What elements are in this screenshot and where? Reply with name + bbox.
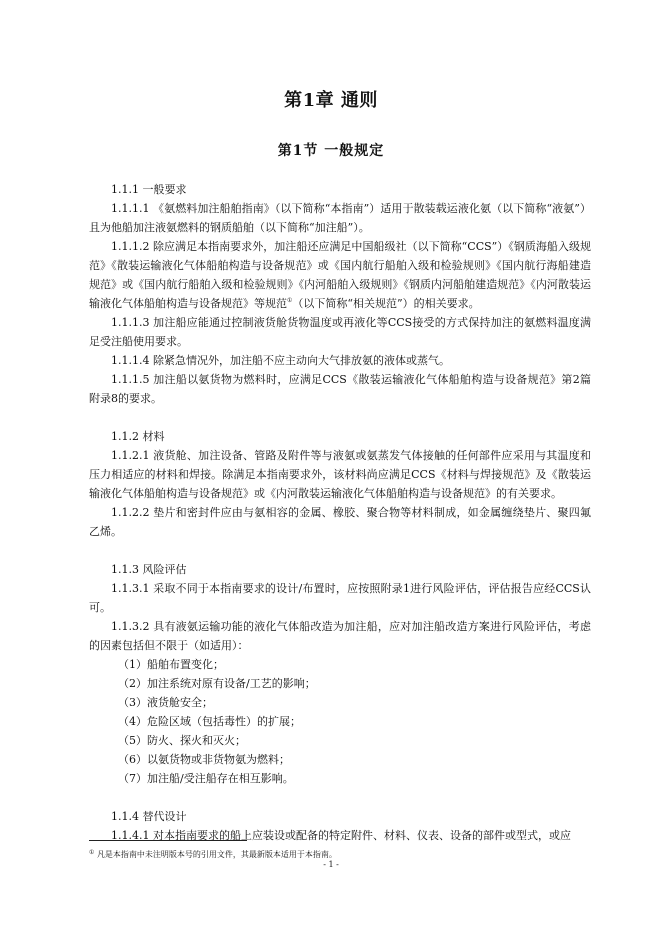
paragraph-1-1-2-1: 1.1.2.1 液货舱、加注设备、管路及附件等与液氨或氨蒸发气体接触的任何部件应采用与其温度和压力相适应的材料和焊接。除满足本指南要求外，该材料尚应满足CCS《材料与焊接规范》及《散装运输液化气体船舶构造与设备规范》或《内河散装运输液化气体船舶构造与设备规范》的有关要求。 (89, 449, 591, 500)
document-body (89, 180, 591, 845)
footnote-text: 凡是本指南中未注明版本号的引用文件，其最新版本适用于本指南。 (96, 850, 337, 859)
list-item: （6）以氨货物或非货物氨为燃料； (118, 753, 290, 766)
page-number: - 1 - (323, 860, 339, 869)
paragraph-1-1-1-3: 1.1.1.3 加注船应能通过控制液货舱货物温度或再液化等CCS接受的方式保持加注的氨燃料温度满足受注船使用要求。 (89, 316, 591, 348)
paragraph-1-1-1-2 (89, 237, 591, 313)
paragraph-1-1-3-1: 1.1.3.1 采取不同于本指南要求的设计/布置时，应按照附录1进行风险评估，评估报告应经CCS认可。 (89, 582, 591, 614)
heading-1-1-4: 1.1.4 替代设计 (111, 810, 187, 823)
paragraph-1-1-3-2: 1.1.3.2 具有液氨运输功能的液化气体船改造为加注船，应对加注船改造方案进行风险评估，考虑的因素包括但不限于（如适用）： (89, 620, 591, 652)
section-title: 第1节 一般规定 (277, 143, 385, 159)
list-item: （3）液货舱安全； (118, 696, 213, 709)
paragraph-1-1-4-1: 1.1.4.1 对本指南要求的船上应装设或配备的特定附件、材料、仪表、设备的部件或型式，或应 (111, 829, 571, 842)
footnote-divider (89, 840, 247, 841)
footnote-reference-mark: ① (287, 297, 293, 304)
paragraph-1-1-1-2-text: 1.1.1.2 除应满足本指南要求外，加注船还应满足中国船级社（以下简称“CCS”）《钢质海船入级规范》《散装运输液化气体船舶构造与设备规范》或《国内航行船舶入级和检验规则》《国内航行海船建造规范》或《国内航行船舶入级和检验规则》《内河船舶入级规则》《钢质内河船舶建造规范》《内河散装运输液化气体船舶构造与设备规范》等规范 (89, 240, 591, 310)
paragraph-1-1-1-2-tail: （以下简称“相关规范”）的相关要求。 (292, 297, 480, 310)
paragraph-1-1-1-1: 1.1.1.1 《氨燃料加注船舶指南》（以下简称“本指南”）适用于散装载运液化氨（以下简称“液氨”）且为他船加注液氨燃料的钢质船舶（以下简称“加注船”）。 (89, 202, 591, 234)
chapter-title: 第1章 通则 (284, 90, 378, 111)
list-item: （5）防火、探火和灭火； (118, 734, 246, 747)
list-item: （1）船舶布置变化； (118, 658, 224, 671)
heading-1-1-1: 1.1.1 一般要求 (111, 183, 187, 196)
paragraph-1-1-1-4: 1.1.1.4 除紧急情况外，加注船不应主动向大气排放氨的液体或蒸气。 (111, 354, 450, 367)
paragraph-1-1-1-5: 1.1.1.5 加注船以氨货物为燃料时，应满足CCS《散装运输液化气体船舶构造与设备规范》第2篇附录8的要求。 (89, 373, 591, 405)
list-item: （2）加注系统对原有设备/工艺的影响； (118, 677, 316, 690)
list-item: （4）危险区域（包括毒性）的扩展； (118, 715, 301, 728)
heading-1-1-3: 1.1.3 风险评估 (111, 563, 187, 576)
list-item: （7）加注船/受注船存在相互影响。 (118, 772, 294, 785)
footnote-mark: ① (89, 849, 95, 856)
heading-1-1-2: 1.1.2 材料 (111, 430, 165, 443)
paragraph-1-1-2-2: 1.1.2.2 垫片和密封件应由与氨相容的金属、橡胶、聚合物等材料制成，如金属缠绕垫片、聚四氟乙烯。 (89, 506, 591, 538)
